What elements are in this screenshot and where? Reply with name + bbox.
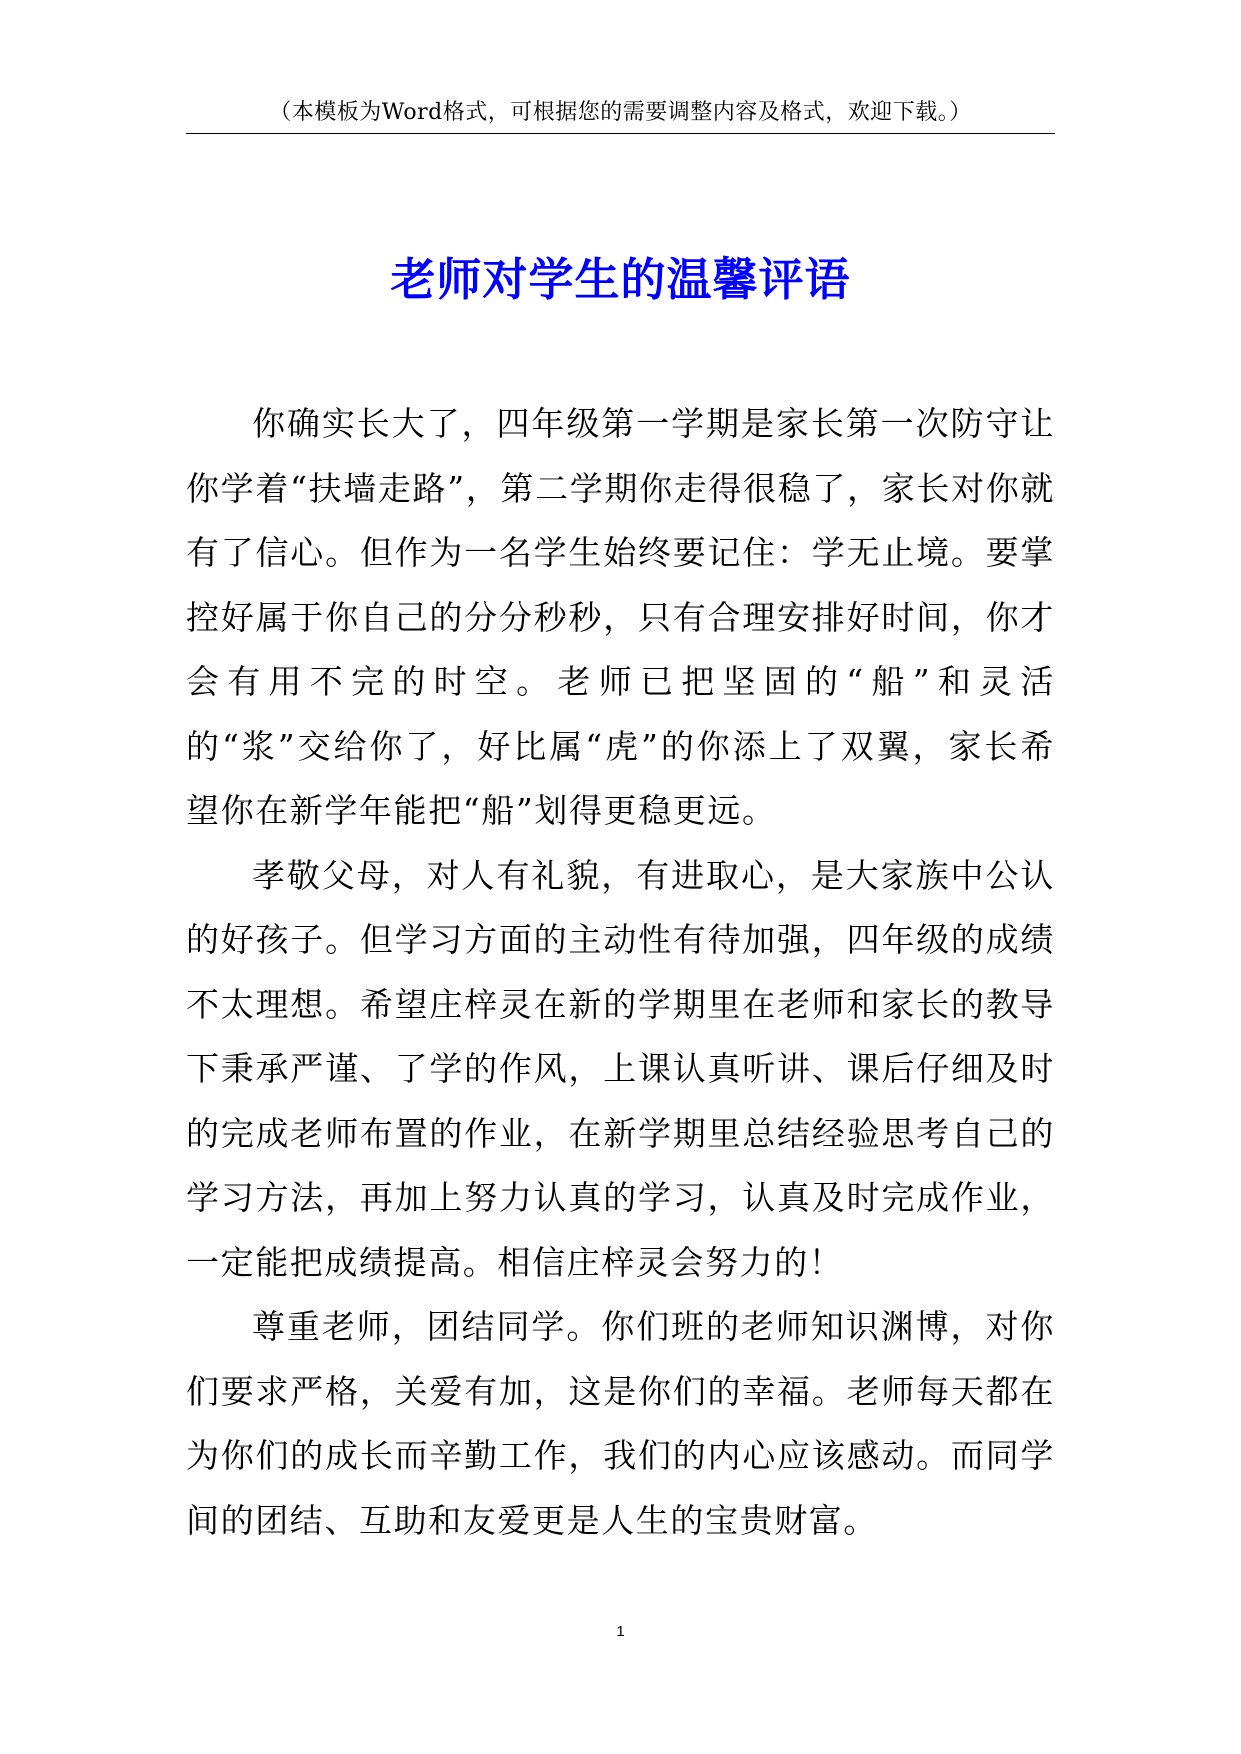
page-number: 1 [616,1623,625,1640]
paragraph-3: 尊重老师，团结同学。你们班的老师知识渊博，对你们要求严格，关爱有加，这是你们的幸福。老师每天都在为你们的成长而辛勤工作，我们的内心应该感动。而同学间的团结、互助和友爱更是人生的宝贵财富。 [186,1307,1055,1540]
paragraph-1: 你确实长大了，四年级第一学期是家长第一次防守让你学着“扶墙走路”，第二学期你走得很稳了，家长对你就有了信心。但作为一名学生始终要记住：学无止境。要掌控好属于你自己的分分秒秒，只有合理安排好时间，你才会有用不完的时空。老师已把坚固的“船”和灵活的“浆”交给你了，好比属“虎”的你添上了双翼，家长希望你在新学年能把“船”划得更稳更远。 [186,404,1055,830]
paragraph-2: 孝敬父母，对人有礼貌，有进取心，是大家族中公认的好孩子。但学习方面的主动性有待加强，四年级的成绩不太理想。希望庄梓灵在新的学期里在老师和家长的教导下秉承严谨、了学的作风，上课认真听讲、课后仔细及时的完成老师布置的作业，在新学期里总结经验思考自己的学习方法，再加上努力认真的学习，认真及时完成作业，一定能把成绩提高。相信庄梓灵会努力的！ [186,855,1055,1282]
header-divider [186,133,1055,134]
document-title: 老师对学生的温馨评语 [390,253,851,307]
document-body [186,392,1055,1553]
header-note: （本模板为Word格式，可根据您的需要调整内容及格式，欢迎下载。） [269,100,972,125]
